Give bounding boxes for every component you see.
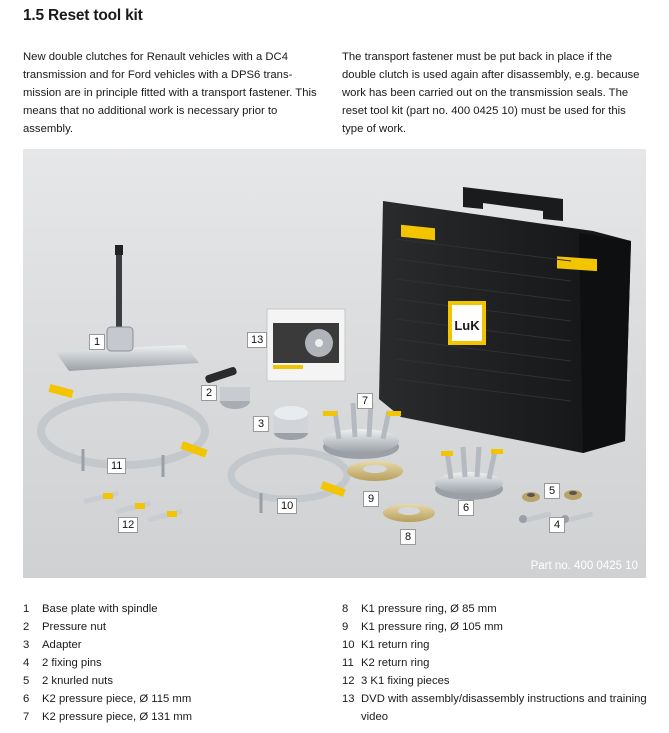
legend-text: K2 return ring: [361, 657, 430, 669]
intro-paragraph-right: The transport fastener must be put back in place if the double clutch is used again after disassembly, e.g. because work has been carried out on the transmission seals. The reset tool kit (part no. 400 0425 10) must be used for this type of work.: [342, 51, 640, 135]
legend-text: K1 return ring: [361, 639, 430, 651]
legend-item: [23, 654, 323, 672]
legend-item: [342, 600, 652, 618]
k2-pressure-piece-131: [323, 403, 401, 459]
legend-text: 2 knurled nuts: [42, 675, 113, 687]
legend-number: 2: [23, 621, 30, 633]
legend-number: 1: [23, 603, 30, 615]
legend-number: 4: [23, 657, 30, 669]
adapter: [274, 406, 308, 440]
legend-text: Pressure nut: [42, 621, 107, 633]
callout-5: 5: [544, 483, 560, 499]
tool-kit-illustration: [23, 149, 646, 578]
callout-9: 9: [363, 491, 379, 507]
callout-2: 2: [201, 385, 217, 401]
legend-item: [342, 672, 652, 690]
legend-text: DVD with assembly/disassembly instructions and training video: [361, 693, 647, 723]
tool-kit-photo: [23, 149, 646, 578]
legend-left: [23, 600, 323, 726]
k2-pressure-piece-115: [435, 447, 503, 500]
k1-pressure-ring-105: [347, 461, 403, 481]
legend-item: [23, 690, 323, 708]
legend-item: [23, 636, 323, 654]
legend-text: 3 K1 fixing pieces: [361, 675, 450, 687]
legend-text: Adapter: [42, 639, 82, 651]
legend-text: K1 pressure ring, Ø 105 mm: [361, 621, 503, 633]
legend-number: 9: [342, 621, 349, 633]
legend-item: [342, 690, 652, 726]
legend-item: [342, 654, 652, 672]
legend-number: 10: [342, 639, 355, 651]
callout-12: 12: [118, 517, 138, 533]
callout-11: 11: [107, 458, 126, 474]
legend-item: [23, 672, 323, 690]
callout-4: 4: [549, 517, 565, 533]
luk-logo: LuK: [454, 318, 480, 333]
legend-item: [23, 708, 323, 726]
legend-item: [23, 618, 323, 636]
legend-number: 8: [342, 603, 349, 615]
callout-1: 1: [89, 334, 105, 350]
legend-number: 13: [342, 693, 355, 705]
legend-number: 7: [23, 711, 30, 723]
callout-7: 7: [357, 393, 373, 409]
legend-text: K2 pressure piece, Ø 115 mm: [42, 693, 192, 705]
legend-number: 3: [23, 639, 30, 651]
part-number: Part no. 400 0425 10: [530, 560, 638, 572]
dvd-case: [267, 309, 345, 381]
k1-pressure-ring-85: [383, 504, 435, 522]
legend-right: [342, 600, 652, 726]
legend-number: 5: [23, 675, 30, 687]
callout-13: 13: [247, 332, 267, 348]
legend-text: K1 pressure ring, Ø 85 mm: [361, 603, 497, 615]
legend-item: [342, 618, 652, 636]
base-plate: [55, 245, 199, 371]
legend-item: [23, 600, 323, 618]
intro-paragraph-left: New double clutches for Renault vehicles with a DC4 transmission and for Ford vehicles with a DPS6 trans-mission are in principle fitted with a transport fastener. This means that no additional work is necessary prior to assembly.: [23, 51, 317, 135]
tool-case: [379, 187, 631, 453]
legend-number: 12: [342, 675, 355, 687]
legend-text: 2 fixing pins: [42, 657, 102, 669]
legend-text: Base plate with spindle: [42, 603, 158, 615]
legend-item: [342, 636, 652, 654]
legend-text: K2 pressure piece, Ø 131 mm: [42, 711, 193, 723]
page-title: 1.5 Reset tool kit: [23, 7, 143, 24]
legend-number: 6: [23, 693, 30, 705]
legend-number: 11: [342, 657, 354, 669]
callout-6: 6: [458, 500, 474, 516]
callout-8: 8: [400, 529, 416, 545]
callout-10: 10: [277, 498, 297, 514]
callout-3: 3: [253, 416, 269, 432]
